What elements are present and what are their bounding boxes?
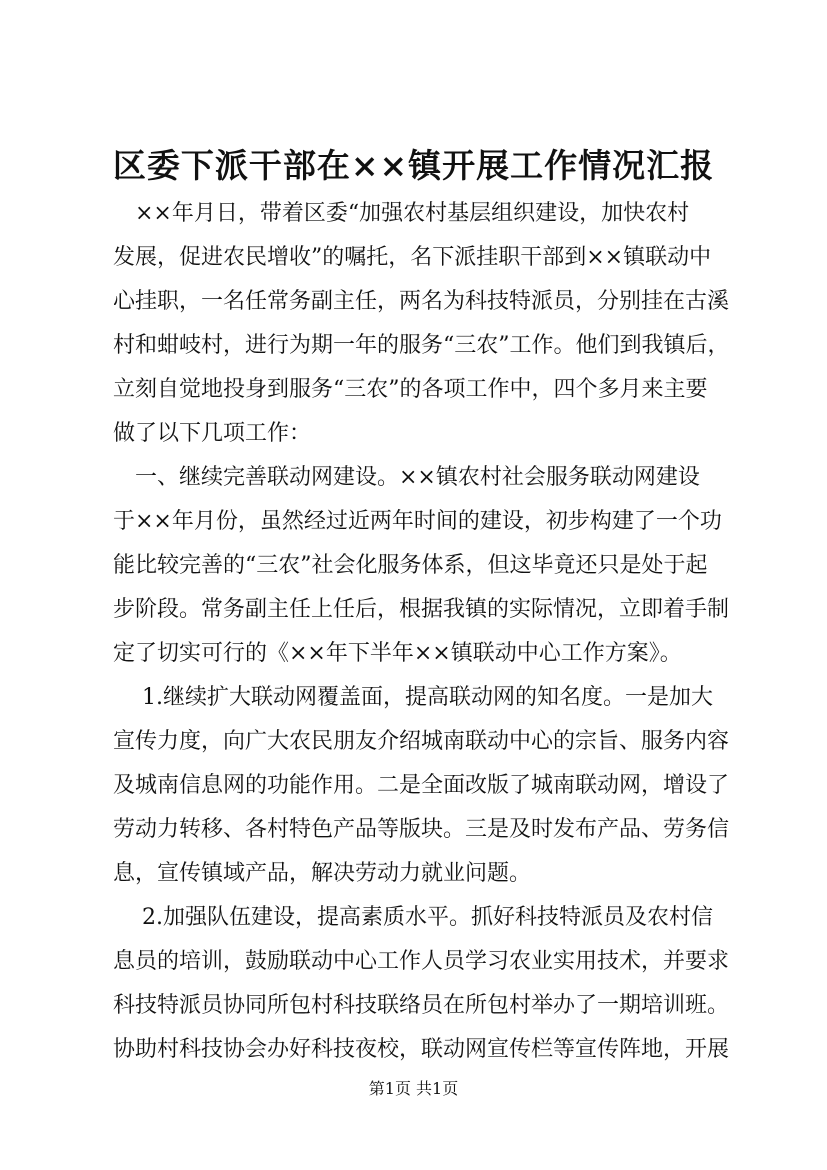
text-line: 立刻自觉地投身到服务“三农”的各项工作中，四个多月来主要 xyxy=(113,377,708,402)
page-number-footer: 第1页 共1页 xyxy=(368,1079,459,1098)
text-line: ××年月日，带着区委“加强农村基层组织建设，加快农村 xyxy=(113,201,690,226)
text-line: 发展，促进农民增收”的嘱托，名下派挂职干部到××镇联动中 xyxy=(113,245,712,270)
text-line: 及城南信息网的功能作用。二是全面改版了城南联动网，增设了 xyxy=(113,773,730,798)
document-title: 区委下派干部在××镇开展工作情况汇报 xyxy=(112,146,715,185)
text-line: 劳动力转移、各村特色产品等版块。三是及时发布产品、劳务信 xyxy=(113,817,730,842)
text-line: 息，宣传镇域产品，解决劳动力就业问题。 xyxy=(113,861,532,886)
document-body xyxy=(113,192,733,1072)
text-line: 协助村科技协会办好科技夜校，联动网宣传栏等宣传阵地，开展 xyxy=(113,1037,730,1062)
text-line: 心挂职，一名任常务副主任，两名为科技特派员，分别挂在古溪 xyxy=(113,289,730,314)
text-line: 一、继续完善联动网建设。××镇农村社会服务联动网建设 xyxy=(113,465,700,490)
text-line: 宣传力度，向广大农民朋友介绍城南联动中心的宗旨、服务内容 xyxy=(113,729,730,754)
text-line: 能比较完善的“三农”社会化服务体系，但这毕竟还只是处于起 xyxy=(113,553,708,578)
text-line: 1.继续扩大联动网覆盖面，提高联动网的知名度。一是加大 xyxy=(113,685,713,710)
text-line: 做了以下几项工作： xyxy=(113,421,312,446)
text-line: 步阶段。常务副主任上任后，根据我镇的实际情况，立即着手制 xyxy=(113,597,730,622)
text-line: 于××年月份，虽然经过近两年时间的建设，初步构建了一个功 xyxy=(113,509,722,534)
text-line: 2.加强队伍建设，提高素质水平。抓好科技特派员及农村信 xyxy=(113,905,713,930)
text-line: 息员的培训，鼓励联动中心工作人员学习农业实用技术，并要求 xyxy=(113,949,730,974)
text-line: 定了切实可行的《××年下半年××镇联动中心工作方案》。 xyxy=(113,641,682,666)
text-line: 科技特派员协同所包村科技联络员在所包村举办了一期培训班。 xyxy=(113,993,730,1018)
text-line: 村和蚶岐村，进行为期一年的服务“三农”工作。他们到我镇后， xyxy=(113,333,730,358)
